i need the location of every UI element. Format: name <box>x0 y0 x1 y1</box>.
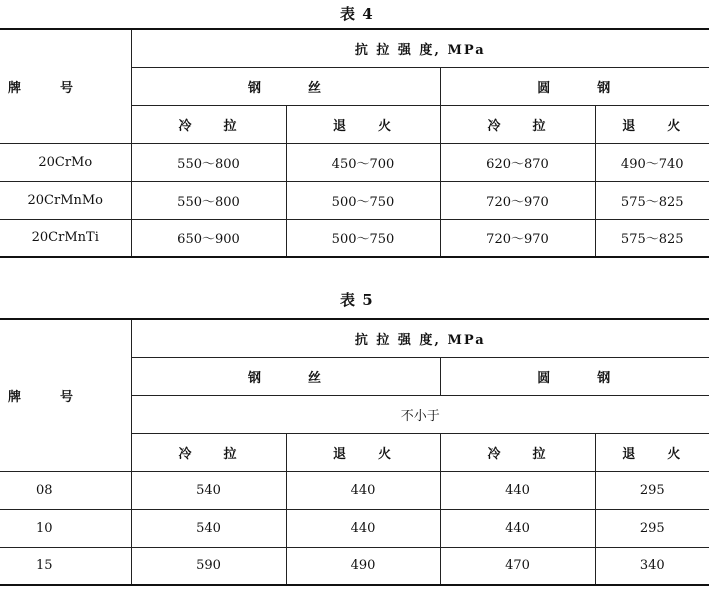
bar-annealed-header: 退 火 <box>595 433 709 471</box>
table-row <box>0 219 709 257</box>
bar-cold-drawn-header: 冷 拉 <box>440 433 595 471</box>
value-cell: 540 <box>131 509 286 547</box>
grade-cell: 20CrMnMo <box>0 181 131 219</box>
value-cell: 590 <box>131 547 286 585</box>
round-bar-header: 圆 钢 <box>440 67 709 105</box>
table-4-caption: 表 4 <box>340 5 374 23</box>
grade-cell: 10 <box>0 509 131 547</box>
value-cell: 720～970 <box>440 181 595 219</box>
table-row <box>0 547 709 585</box>
table-row <box>0 509 709 547</box>
bar-annealed-header: 退 火 <box>595 105 709 143</box>
not-less-than-header: 不小于 <box>131 395 709 433</box>
value-cell: 440 <box>286 509 440 547</box>
steel-wire-header: 钢 丝 <box>131 357 440 395</box>
value-cell: 440 <box>440 471 595 509</box>
value-cell: 540 <box>131 471 286 509</box>
wire-annealed-header: 退 火 <box>286 105 440 143</box>
value-cell: 295 <box>595 509 709 547</box>
wire-cold-drawn-header: 冷 拉 <box>131 433 286 471</box>
value-cell: 650～900 <box>131 219 286 257</box>
brand-header: 牌 号 <box>0 319 131 471</box>
grade-cell: 08 <box>0 471 131 509</box>
value-cell: 575～825 <box>595 181 709 219</box>
table-row <box>0 143 709 181</box>
value-cell: 440 <box>440 509 595 547</box>
value-cell: 500～750 <box>286 181 440 219</box>
grade-cell: 15 <box>0 547 131 585</box>
value-cell: 500～750 <box>286 219 440 257</box>
value-cell: 340 <box>595 547 709 585</box>
value-cell: 490～740 <box>595 143 709 181</box>
value-cell: 575～825 <box>595 219 709 257</box>
steel-wire-header: 钢 丝 <box>131 67 440 105</box>
table-4 <box>0 28 709 258</box>
tensile-strength-header: 抗 拉 强 度, MPa <box>131 319 709 357</box>
table-row <box>0 471 709 509</box>
table-row <box>0 181 709 219</box>
brand-header: 牌 号 <box>0 29 131 143</box>
grade-cell: 20CrMo <box>0 143 131 181</box>
value-cell: 295 <box>595 471 709 509</box>
grade-cell: 20CrMnTi <box>0 219 131 257</box>
value-cell: 450～700 <box>286 143 440 181</box>
table-5 <box>0 318 709 586</box>
value-cell: 490 <box>286 547 440 585</box>
tensile-strength-header: 抗 拉 强 度, MPa <box>131 29 709 67</box>
round-bar-header: 圆 钢 <box>440 357 709 395</box>
value-cell: 720～970 <box>440 219 595 257</box>
value-cell: 440 <box>286 471 440 509</box>
value-cell: 470 <box>440 547 595 585</box>
value-cell: 550～800 <box>131 143 286 181</box>
wire-annealed-header: 退 火 <box>286 433 440 471</box>
wire-cold-drawn-header: 冷 拉 <box>131 105 286 143</box>
table-5-caption: 表 5 <box>340 291 374 309</box>
bar-cold-drawn-header: 冷 拉 <box>440 105 595 143</box>
value-cell: 620～870 <box>440 143 595 181</box>
value-cell: 550～800 <box>131 181 286 219</box>
